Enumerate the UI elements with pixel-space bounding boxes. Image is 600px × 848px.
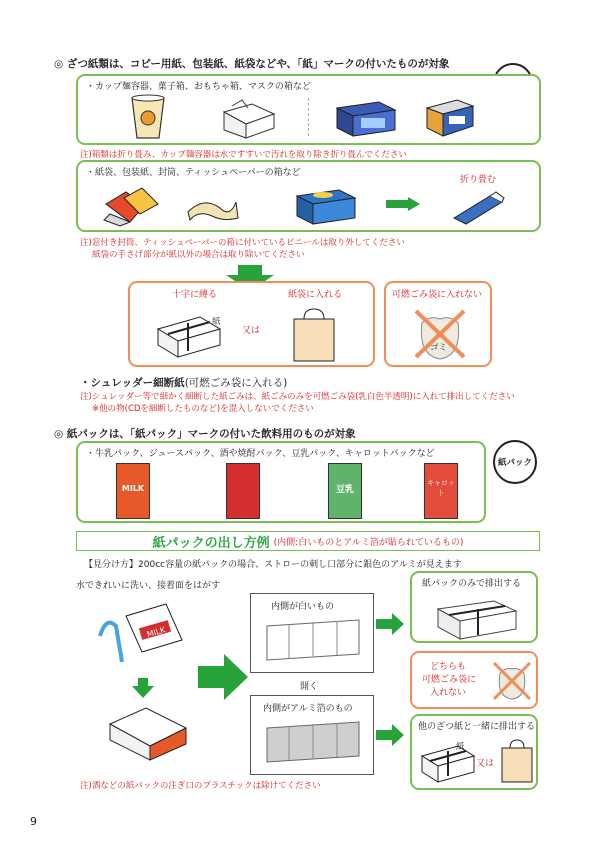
bundle-tag: 紙 (212, 317, 221, 327)
carton-milk-text: MILK (145, 625, 167, 640)
paper-box-bags (76, 160, 541, 232)
identify-text: 200cc容量の紙パックの場合、ストローの刺し口部分に銀色のアルミが見えます (138, 560, 462, 570)
carton-mark-label: 紙パック (497, 458, 532, 468)
or-label: 又は (242, 326, 261, 336)
misc-paper-bag-illustration (500, 738, 534, 784)
tie-label: 十字に縛る (172, 290, 218, 300)
carton-bundle-illustration (434, 593, 520, 641)
box2-note-2: 紙袋の手さげ部分が紙以外の場合は取り除いてください (92, 250, 305, 260)
shredder-title-main: ・シュレッダー細断紙 (80, 377, 185, 389)
paper-box-containers (76, 74, 541, 145)
page-number: 9 (30, 815, 37, 828)
carton-label-milk: MILK (121, 484, 145, 493)
carton-carrot (424, 463, 458, 519)
misc-bundle-tag: 紙 (456, 742, 465, 752)
with-misc-label: 他のざつ紙と一緒に排出する (418, 722, 536, 732)
carton-milk (116, 463, 150, 519)
box2-note-1: 注)窓付き封筒、ティッシュペーパーの箱に付いているビニールは取り外してください (80, 238, 405, 248)
wrapping-paper-illustration (184, 192, 240, 224)
carton-recycle-mark (493, 440, 537, 484)
identify-line (84, 557, 462, 570)
misc-bundle-illustration (418, 738, 478, 786)
wash-text: 水できれいに洗い、接着面をはがす (76, 581, 221, 591)
cup-noodle-illustration (128, 94, 168, 140)
mask-box-illustration (423, 96, 475, 138)
only-cartons-box (410, 571, 538, 643)
no-bag-label: 可燃ごみ袋に入れない (392, 290, 483, 300)
down-arrow-small (132, 678, 154, 698)
alu-inside-box (250, 695, 374, 775)
opened-carton-illustration (102, 700, 192, 762)
carton-juice (226, 463, 260, 519)
box1-title: ・カップ麺容器、菓子箱、おもちゃ箱、マスクの箱など (86, 82, 311, 92)
alu-carton-open-illustration (263, 718, 363, 770)
either-no-bag-box (410, 651, 538, 709)
only-cartons-label: 紙パックのみで排出する (422, 579, 522, 589)
box1-note: 注)箱類は折り畳み、カップ麺容器は水ですすいで汚れを取り除き折り畳んでください (80, 150, 407, 160)
white-carton-open-illustration (263, 616, 363, 668)
right-arrow-top (376, 613, 404, 635)
big-right-arrow (198, 654, 248, 700)
carton-types-box (76, 441, 486, 523)
divider-line (308, 98, 309, 136)
alu-inside-label: 内側がアルミ箔のもの (263, 704, 353, 714)
with-misc-paper-box (410, 714, 538, 790)
howto-title: 紙パックの出し方例 (152, 535, 270, 551)
white-inside-label: 内側が白いもの (271, 602, 335, 612)
paper-bag-illustration (100, 184, 162, 228)
white-inside-box (250, 593, 374, 673)
identify-label: 【見分け方】 (84, 560, 139, 570)
right-arrow-bottom (376, 724, 404, 746)
either-line-1: どちらも (430, 662, 467, 672)
section1-heading: ◎ ざつ紙類は、コピー用紙、包装紙、紙袋などや、「紙」マークの付いたものが対象 (54, 58, 450, 70)
snack-box-illustration (218, 98, 278, 138)
carton-soy (328, 463, 362, 519)
box2-title: ・紙袋、包装紙、封筒、ティッシュペーパーの箱など (86, 168, 301, 178)
howto-subtitle: (内側:白いものとアルミ箔が貼られているもの) (273, 537, 464, 548)
garbage-bag-crossed-small (492, 659, 532, 703)
shredder-title (80, 375, 287, 390)
bottom-note: 注)酒などの紙パックの注ぎ口のプラスチックは除けてください (80, 781, 321, 791)
folded-paper-illustration (450, 190, 506, 226)
washing-carton-illustration (96, 596, 188, 680)
either-line-2: 可燃ごみ袋に (422, 675, 477, 685)
bag-label: 紙袋に入れる (288, 290, 343, 300)
no-burnable-bag-box (384, 281, 492, 367)
paper-bag-filled-illustration (290, 307, 338, 363)
disposal-method-box (128, 281, 375, 367)
section2-heading: ◎ 紙パックは、「紙パック」マークの付いた飲料用のものが対象 (54, 428, 356, 440)
misc-or-label: 又は (476, 759, 495, 769)
either-line-3: 入れない (430, 688, 467, 698)
shredder-note-2: ※他の物(CDを細断したものなど)を混入しないでください (92, 404, 314, 414)
carton-label-carrot: キャロット (427, 479, 455, 497)
open-label: 開く (300, 682, 319, 692)
carton-types-title: ・牛乳パック、ジュースパック、酒や焼酎パック、豆乳パック、キャロットパックなど (86, 449, 435, 459)
tissue-box-illustration (293, 186, 357, 226)
fold-label: 折り畳む (460, 175, 497, 185)
bag-tag: ゴミ (430, 343, 448, 353)
garbage-bag-crossed-illustration (412, 305, 468, 363)
carton-label-soy: 豆乳 (335, 485, 354, 495)
howto-title-box (76, 531, 540, 551)
fold-arrow (386, 197, 420, 211)
shredder-title-suffix: (可燃ごみ袋に入れる) (184, 377, 288, 389)
toy-box-illustration (333, 98, 397, 138)
shredder-note-1: 注)シュレッダー等で細かく細断した紙ごみは、紙ごみのみを可燃ごみ袋(乳白色半透明)に入れて排出してください (80, 392, 515, 402)
